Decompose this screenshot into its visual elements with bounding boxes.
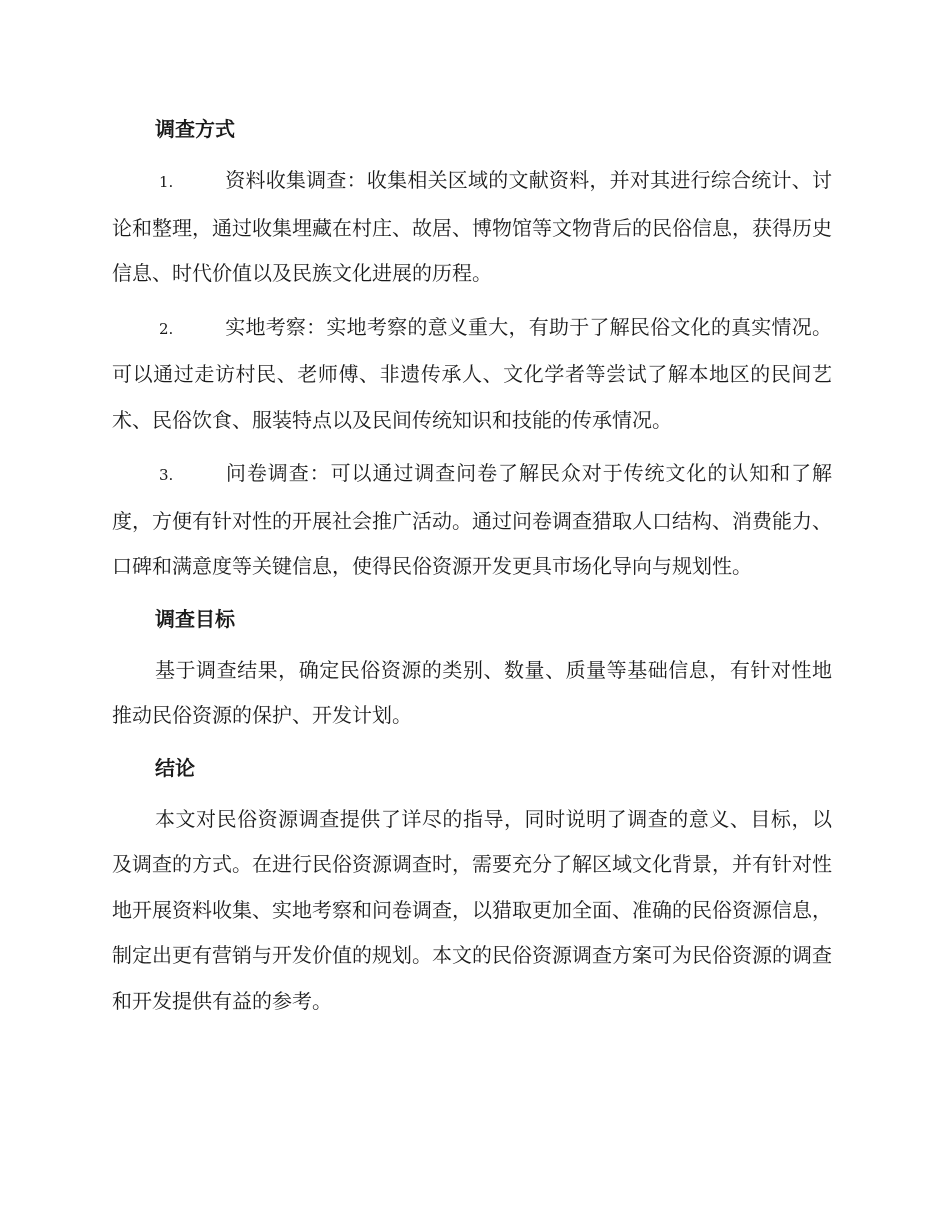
list-item <box>112 305 832 444</box>
list-item-number: 2. <box>159 319 174 338</box>
list-item-text: 问卷调查：可以通过调查问卷了解民众对于传统文化的认知和了解度，方便有针对性的开展社会推广活动。通过问卷调查猎取人口结构、消费能力、口碑和满意度等关键信息，使得民俗资源开发更具市场化导向与规划性。 <box>112 461 832 578</box>
list-item-number: 1. <box>159 173 174 191</box>
section-heading-conclusion: 结论 <box>155 755 195 780</box>
paragraph-conclusion: 本文对民俗资源调查提供了详尽的指导，同时说明了调查的意义、目标，以及调查的方式。在进行民俗资源调查时，需要充分了解区域文化背景，并有针对性地开展资料收集、实地考察和问卷调查，以猎取更加全面、准确的民俗资源信息，制定出更有营销与开发价值的规划。本文的民俗资源调查方案可为民俗资源的调查和开发提供有益的参考。 <box>112 806 832 1013</box>
document-page <box>112 108 832 1032</box>
section-heading-survey-methods: 调查方式 <box>155 117 235 141</box>
list-item-text: 实地考察：实地考察的意义重大，有助于了解民俗文化的真实情况。可以通过走访村民、老师傅、非遗传承人、文化学者等尝试了解本地区的民间艺术、民俗饮食、服装特点以及民间传统知识和技能的传承情况。 <box>112 314 832 432</box>
section-heading-survey-goals: 调查目标 <box>155 606 235 631</box>
list-item-text: 资料收集调查：收集相关区域的文献资料，并对其进行综合统计、讨论和整理，通过收集埋藏在村庄、故居、博物馆等文物背后的民俗信息，获得历史信息、时代价值以及民族文化进展的历程。 <box>112 168 832 285</box>
list-item <box>112 451 832 590</box>
list-item-number: 3. <box>159 466 174 484</box>
list-item <box>112 158 832 297</box>
paragraph-survey-goals: 基于调查结果，确定民俗资源的类别、数量、质量等基础信息，有针对性地推动民俗资源的保护、开发计划。 <box>112 657 832 727</box>
